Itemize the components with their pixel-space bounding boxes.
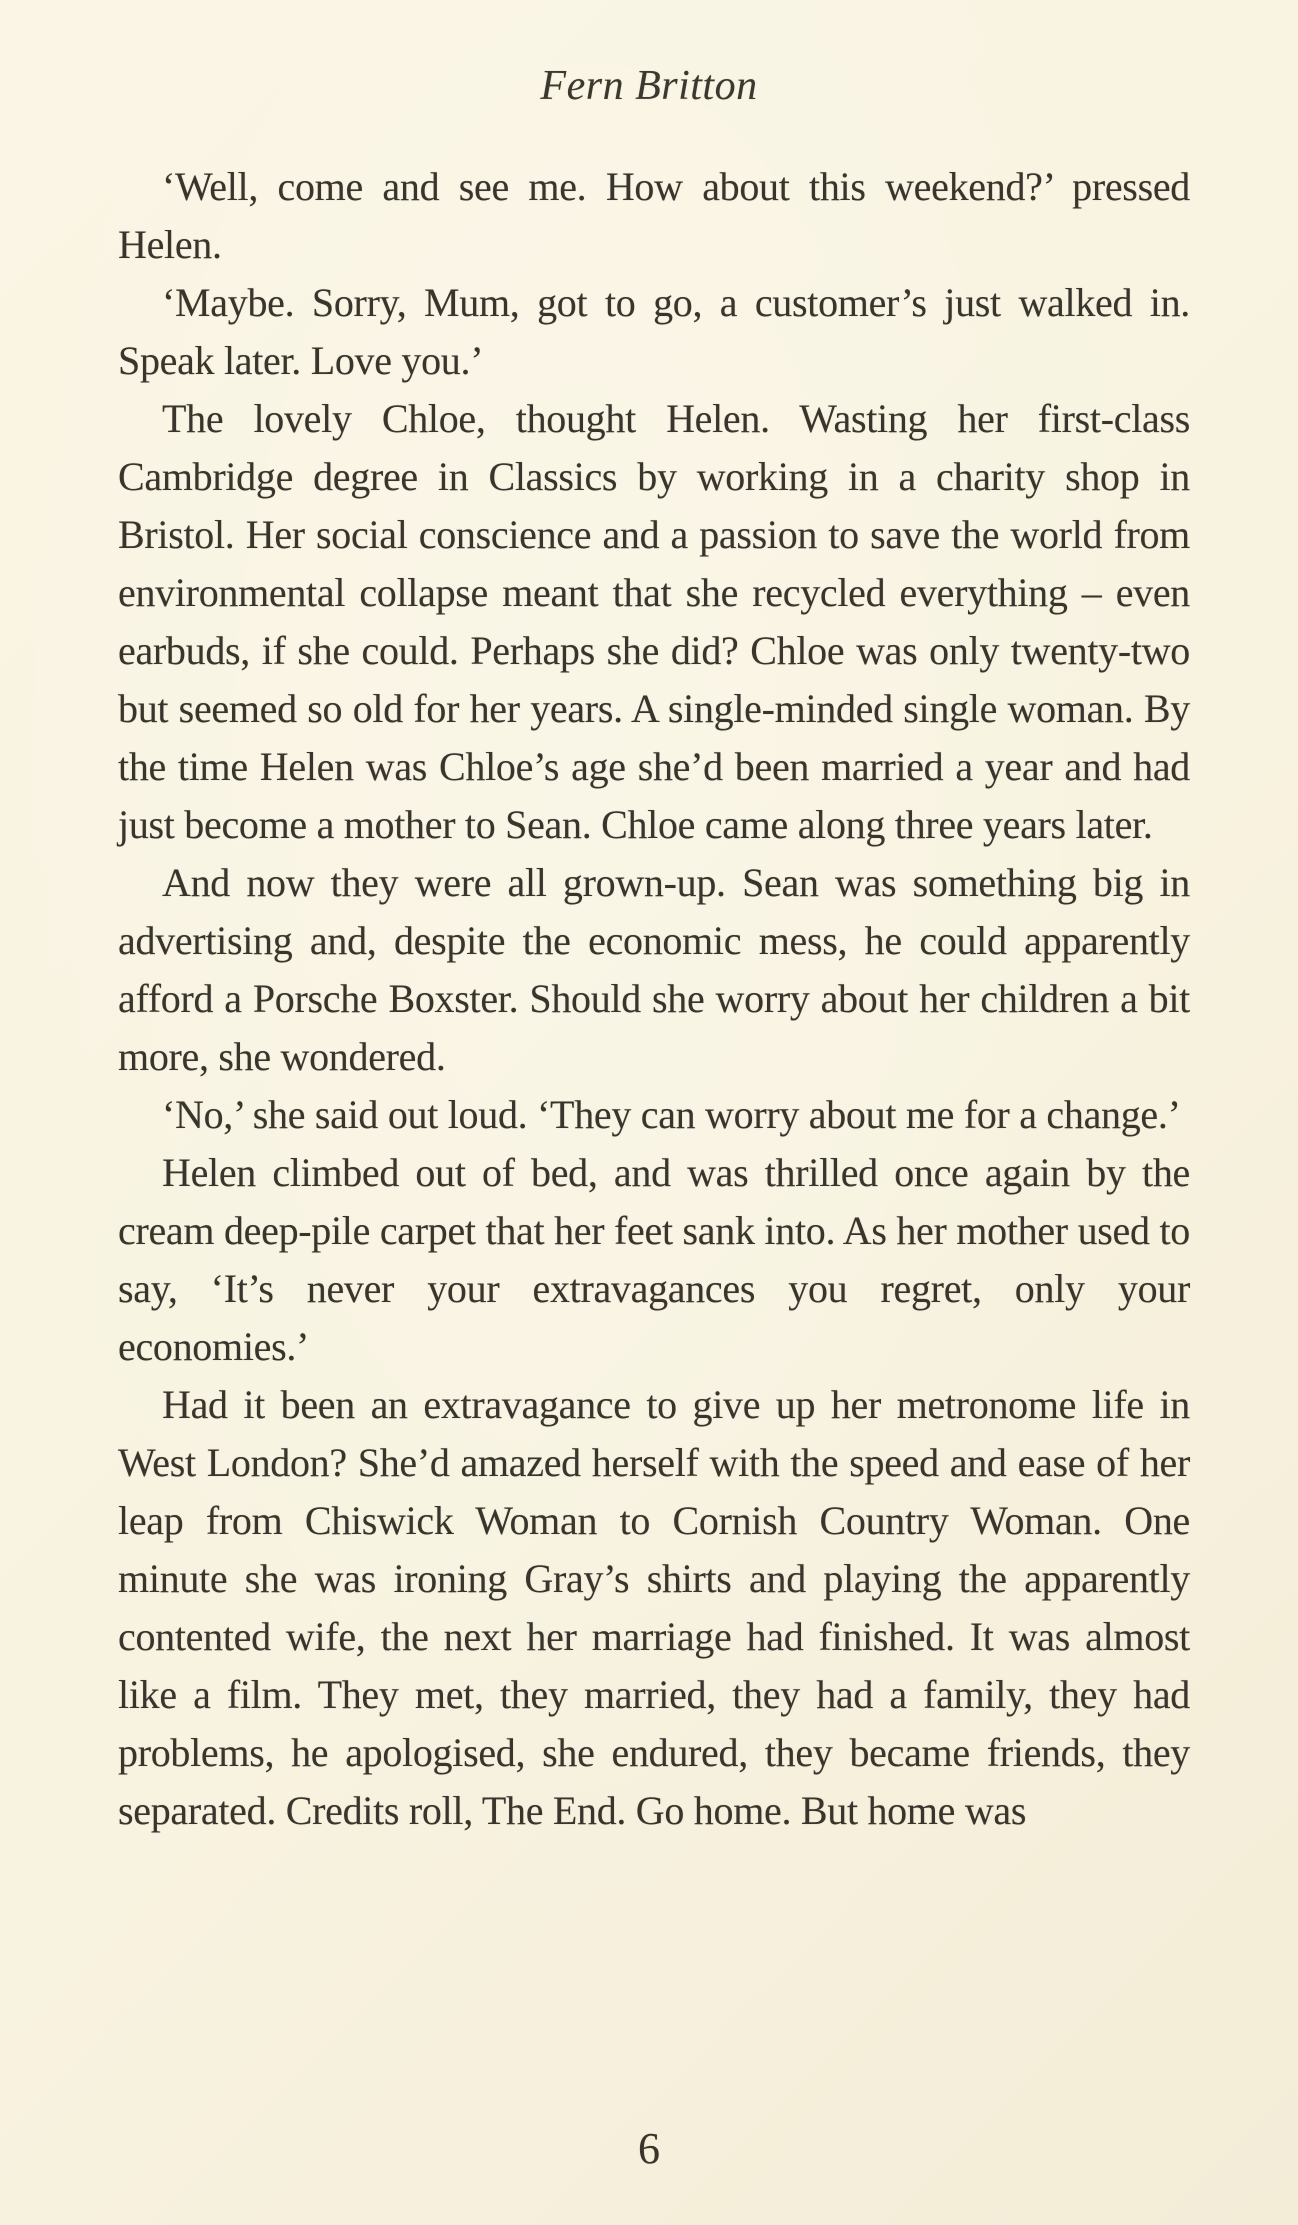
body-text	[118, 158, 1190, 1840]
paragraph: And now they were all grown-up. Sean was something big in advertising and, despite the economic mess, he could apparently afford a Porsche Boxster. Should she worry about her children a bit more, she wondered.	[118, 860, 1190, 1079]
page-number: 6	[638, 2124, 660, 2173]
paragraph: Had it been an extravagance to give up her metronome life in West London? She’d amazed herself with the speed and ease of her leap from Chiswick Woman to Cornish Country Woman. One minute she was ironing Gray’s shirts and playing the apparently contented wife, the next her marriage had finished. It was almost like a film. They met, they married, they had a family, they had problems, he apologised, she endured, they became friends, they separated. Credits roll, The End. Go home. But home was	[118, 1382, 1190, 1833]
paragraph: The lovely Chloe, thought Helen. Wasting her first-class Cambridge degree in Classics by working in a charity shop in Bristol. Her social conscience and a passion to save the world from environmental collapse meant that she recycled everything – even earbuds, if she could. Perhaps she did? Chloe was only twenty-two but seemed so old for her years. A single-minded single woman. By the time Helen was Chloe’s age she’d been married a year and had just become a mother to Sean. Chloe came along three years later.	[118, 396, 1190, 847]
paragraph: Helen climbed out of bed, and was thrilled once again by the cream deep-pile carpet that her feet sank into. As her mother used to say, ‘It’s never your extravagances you regret, only your economies.’	[118, 1150, 1190, 1369]
paragraph: ‘Maybe. Sorry, Mum, got to go, a customer’s just walked in. Speak later. Love you.’	[118, 280, 1190, 383]
running-header-author: Fern Britton	[540, 63, 758, 109]
paragraph: ‘No,’ she said out loud. ‘They can worry about me for a change.’	[162, 1092, 1181, 1137]
paragraph: ‘Well, come and see me. How about this weekend?’ pressed Helen.	[118, 164, 1190, 267]
